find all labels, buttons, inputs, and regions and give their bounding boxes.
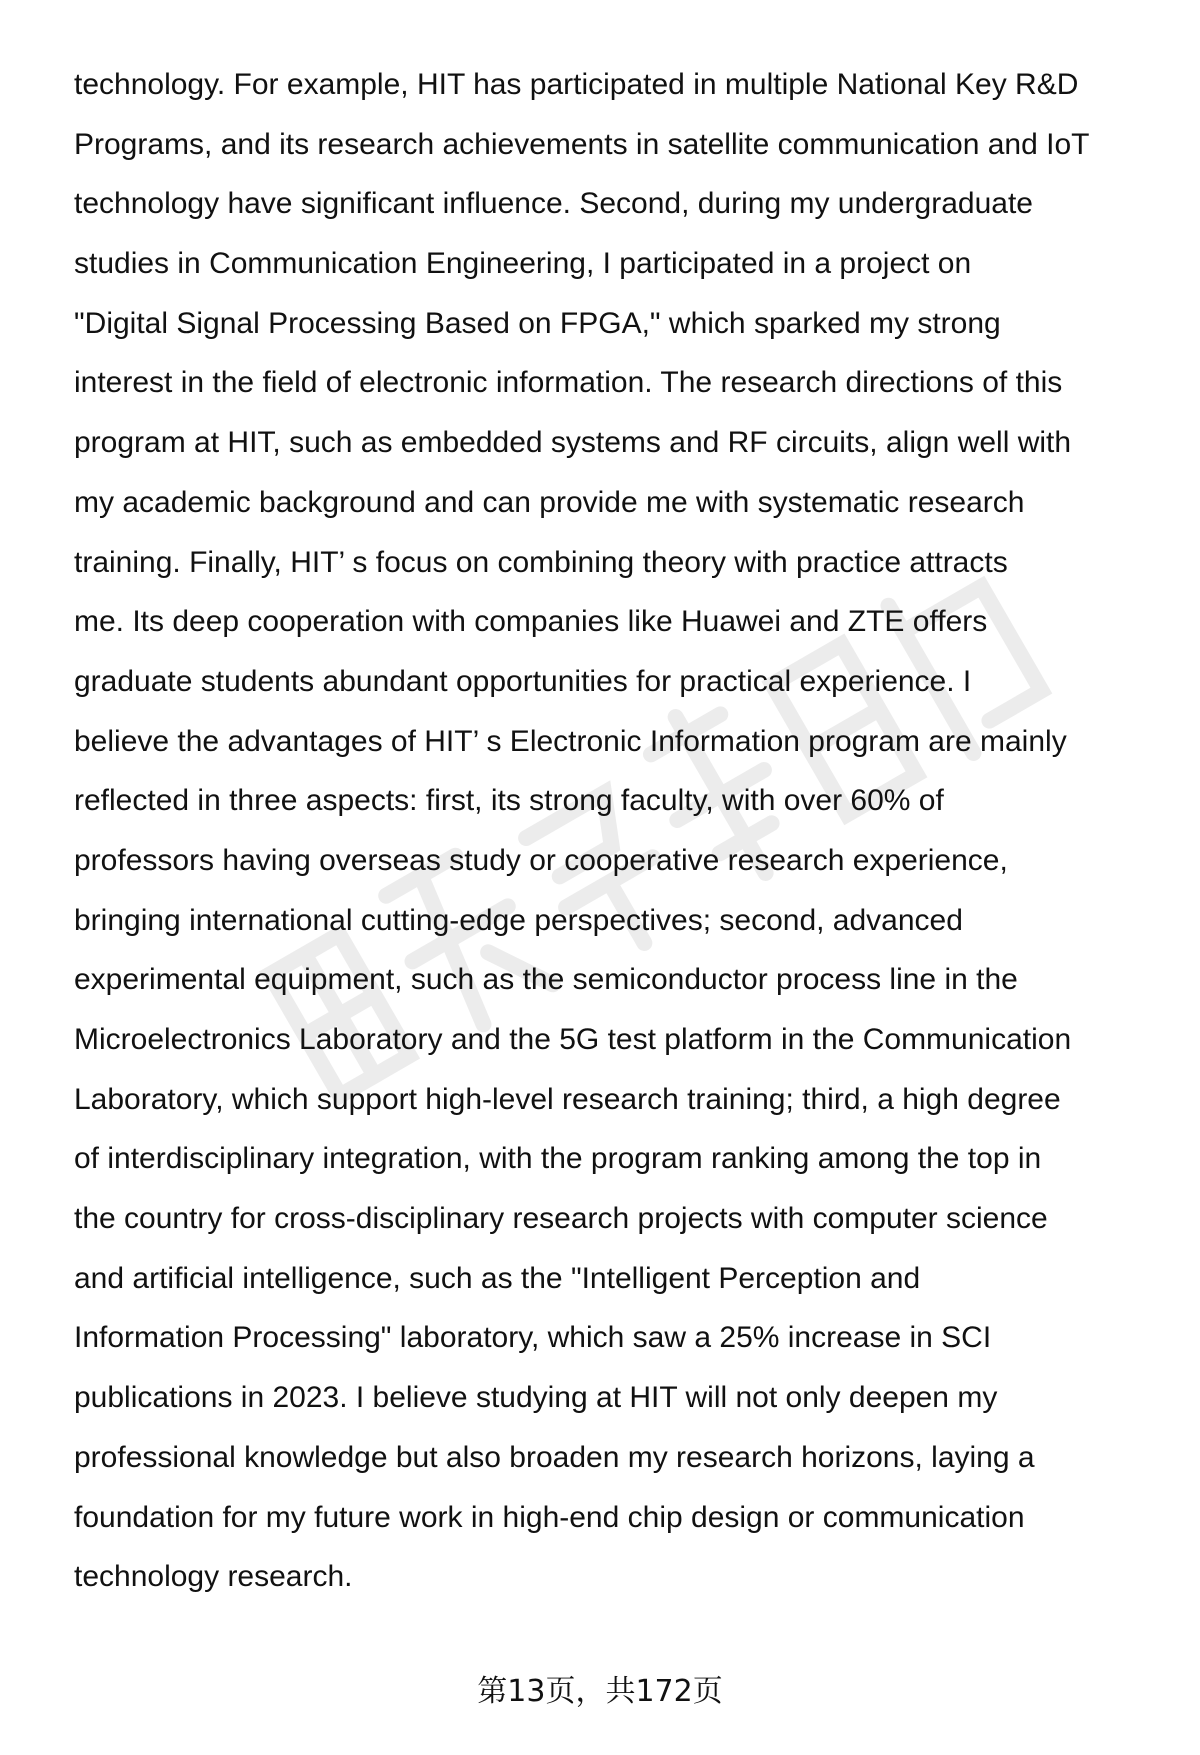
- text-line: Laboratory, which support high-level research training; third, a high degree: [74, 1082, 1061, 1116]
- text-line: my academic background and can provide me with systematic research: [74, 485, 1025, 519]
- text-line: technology research.: [74, 1560, 353, 1594]
- text-line: professional knowledge but also broaden my research horizons, laying a: [74, 1440, 1035, 1474]
- text-line: Microelectronics Laboratory and the 5G test platform in the Communication: [74, 1023, 1072, 1056]
- text-line: me. Its deep cooperation with companies like Huawei and ZTE offers: [74, 605, 988, 639]
- text-line: of interdisciplinary integration, with the program ranking among the top in: [74, 1142, 1042, 1176]
- text-line: Programs, and its research achievements in satellite communication and IoT: [74, 127, 1090, 161]
- text-line: "Digital Signal Processing Based on FPGA," which sparked my strong: [74, 306, 1001, 340]
- text-line: and artificial intelligence, such as the "Intelligent Perception and: [74, 1261, 921, 1295]
- text-line: publications in 2023. I believe studying at HIT will not only deepen my: [74, 1381, 998, 1415]
- text-line: graduate students abundant opportunities for practical experience. I: [74, 664, 972, 698]
- text-line: believe the advantages of HIT’ s Electronic Information program are mainly: [74, 724, 1067, 758]
- text-line: professors having overseas study or cooperative research experience,: [74, 843, 1008, 877]
- text-line: technology have significant influence. Second, during my undergraduate: [74, 187, 1033, 221]
- body-text: [74, 55, 1174, 1607]
- text-line: technology. For example, HIT has participated in multiple National Key R&D: [74, 68, 1079, 101]
- text-line: studies in Communication Engineering, I participated in a project on: [74, 247, 972, 281]
- text-line: training. Finally, HIT’ s focus on combining theory with practice attracts: [74, 545, 1008, 579]
- text-line: interest in the field of electronic information. The research directions of this: [74, 366, 1063, 400]
- text-line: foundation for my future work in high-end chip design or communication: [74, 1500, 1025, 1534]
- text-line: bringing international cutting-edge perspectives; second, advanced: [74, 903, 963, 937]
- text-line: Information Processing" laboratory, which saw a 25% increase in SCI: [74, 1321, 992, 1355]
- text-line: the country for cross-disciplinary research projects with computer science: [74, 1202, 1048, 1236]
- text-line: experimental equipment, such as the semiconductor process line in the: [74, 963, 1018, 997]
- page-number-footer: 第13页，共172页: [477, 1674, 723, 1709]
- text-line: program at HIT, such as embedded systems and RF circuits, align well with: [74, 426, 1072, 460]
- text-line: reflected in three aspects: first, its strong faculty, with over 60% of: [74, 784, 944, 818]
